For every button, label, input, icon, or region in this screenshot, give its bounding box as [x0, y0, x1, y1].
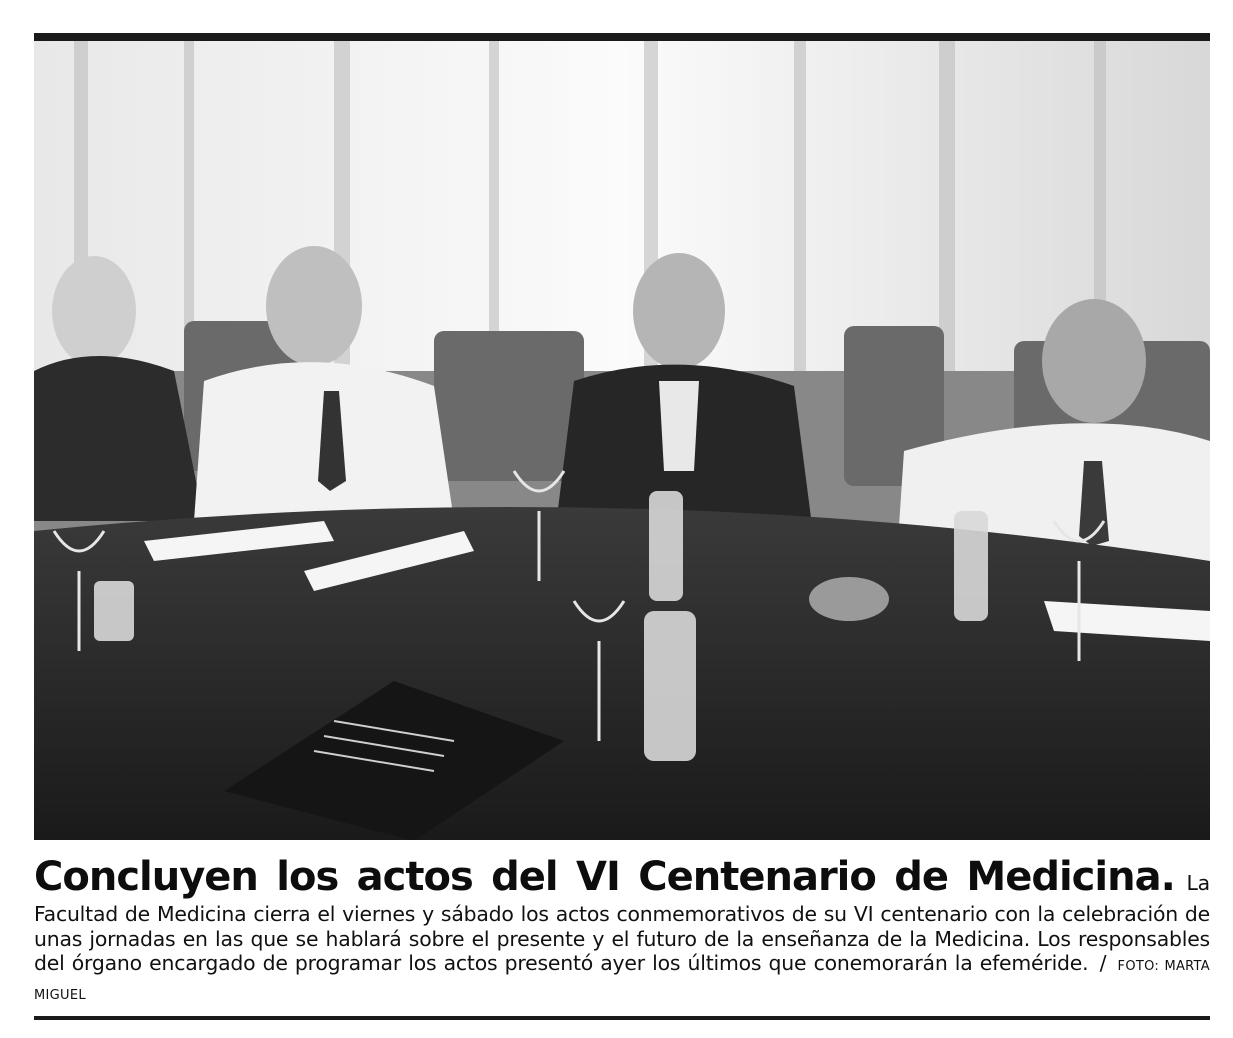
bottom-rule	[34, 1016, 1210, 1020]
caption-body: La Facultad de Medicina cierra el viernes y sábado los actos conmemorativos de su VI centenario con la celebración de unas jornadas en las que se hablará sobre el presente y el futuro de la enseñanza de la Medicina. Los responsables del órgano encargado de programar los actos presentó ayer los últimos que conemorarán la efeméride.	[34, 871, 1210, 976]
headline: Concluyen los actos del VI Centenario de Medicina.	[34, 854, 1175, 900]
press-photo	[34, 41, 1210, 840]
press-photo-illustration	[34, 41, 1210, 840]
top-rule	[34, 33, 1210, 41]
photo-credit: FOTO: MARTA MIGUEL	[34, 959, 1210, 1003]
credit-separator: /	[1099, 951, 1107, 976]
photo-caption	[34, 852, 1210, 1008]
